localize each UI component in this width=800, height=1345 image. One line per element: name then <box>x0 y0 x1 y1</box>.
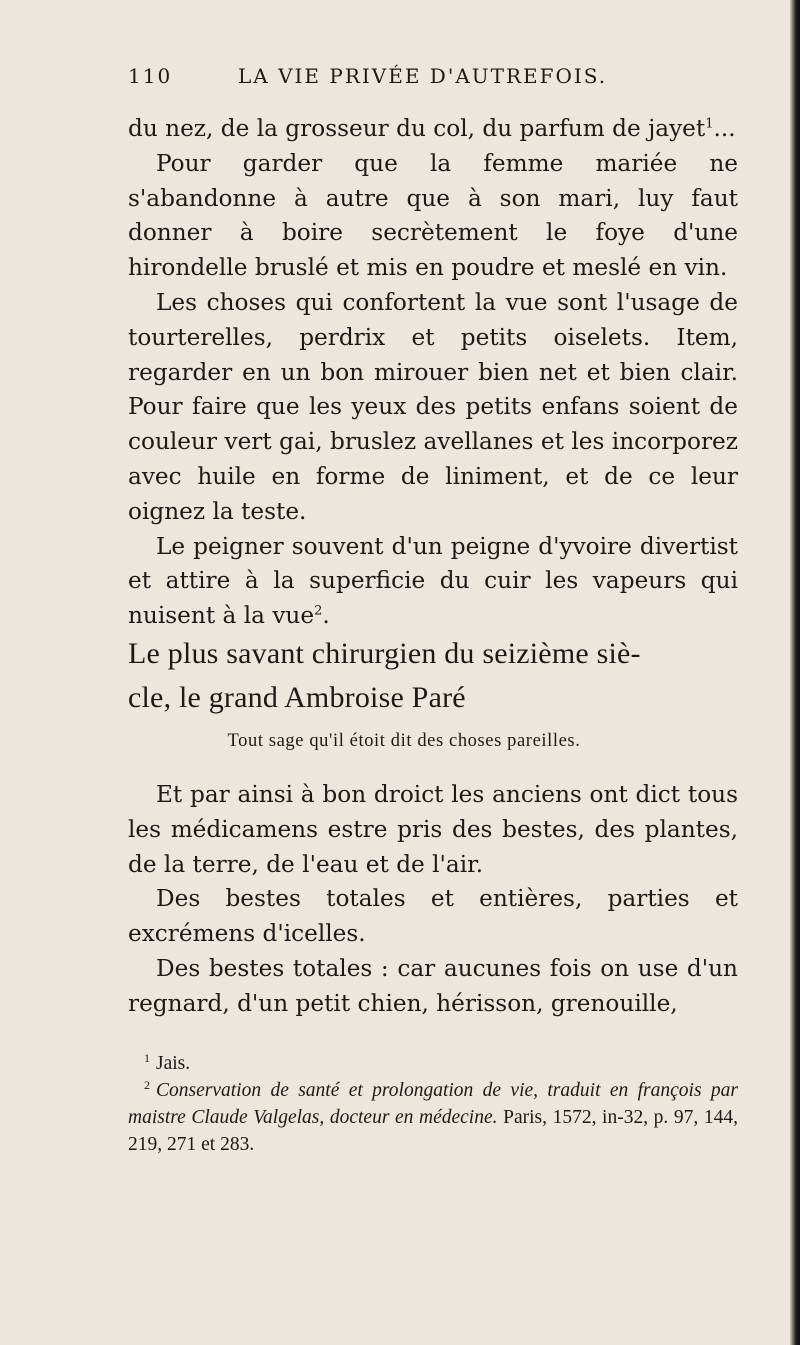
body-text-bottom <box>128 778 738 1022</box>
footnotes <box>128 1050 738 1158</box>
running-title: LA VIE PRIVÉE D'AUTREFOIS. <box>238 64 608 88</box>
footnote-1-number: 1 <box>144 1050 150 1065</box>
footnote-1-text: Jais. <box>156 1053 191 1074</box>
paragraph-continuation <box>128 112 738 147</box>
paragraph-bestes: Des bestes totales et entières, parties et excrémens d'icelles. <box>128 885 738 948</box>
body-text-top <box>128 112 738 634</box>
paragraph-medicamens: Et par ainsi à bon droict les anciens ont dict tous les médicamens estre pris des bestes, des plantes, de la terre, de l'eau et de l'air. <box>128 781 738 878</box>
paragraph-vue: Les choses qui confortent la vue sont l'usage de tourterelles, perdrix et petits oiselets. Item, regarder en un bon mirouer bien net et bien clair. Pour faire que les yeux des petits enfans soient de couleur vert gai, bruslez avellanes et les incorporez avec huile en forme de liniment, et de ce leur oignez la teste. <box>128 288 738 525</box>
paragraph-hirondelle: Pour garder que la femme mariée ne s'abandonne à autre que à son mari, luy faut donner à boire secrètement le foye d'une hirondelle bruslé et mis en poudre et meslé en vin. <box>128 149 738 282</box>
paragraph-text: du nez, de la grosseur du col, du parfum de jayet <box>128 115 706 142</box>
paragraph-totales: Des bestes totales : car aucunes fois on use d'un regnard, d'un petit chien, hérisson, grenouille, <box>128 954 738 1017</box>
epigraph: Tout sage qu'il étoit dit des choses pareilles. <box>227 731 581 751</box>
footnote-2 <box>128 1077 738 1158</box>
paragraph-peigne <box>128 530 738 634</box>
period: . <box>322 602 330 630</box>
heading-line-1: Le plus savant chirurgien du seizième siè- <box>128 637 641 670</box>
page-number: 110 <box>128 64 173 88</box>
footnote-2-number: 2 <box>144 1077 150 1092</box>
section-heading <box>128 632 740 720</box>
footnote-ref-2[interactable]: 2 <box>314 603 323 619</box>
page-edge-shadow <box>790 0 800 1345</box>
footnote-2-title: Conservation de santé et prolongation de vie, traduit en françois par maistre Claude Valgelas, docteur en médecine. <box>128 1080 738 1128</box>
footnote-1 <box>128 1050 738 1077</box>
heading-line-2: cle, le grand Ambroise Paré <box>128 681 466 714</box>
footnote-2-details: Paris, 1572, in-32, p. 97, 144, 219, 271 et 283. <box>128 1107 738 1155</box>
ellipsis: ... <box>713 115 736 142</box>
footnote-ref-1[interactable]: 1 <box>705 116 714 132</box>
paragraph-text: Le peigner souvent d'un peigne d'yvoire divertist et attire à la superficie du cuir les vapeurs qui nuisent à la vue <box>128 532 738 630</box>
